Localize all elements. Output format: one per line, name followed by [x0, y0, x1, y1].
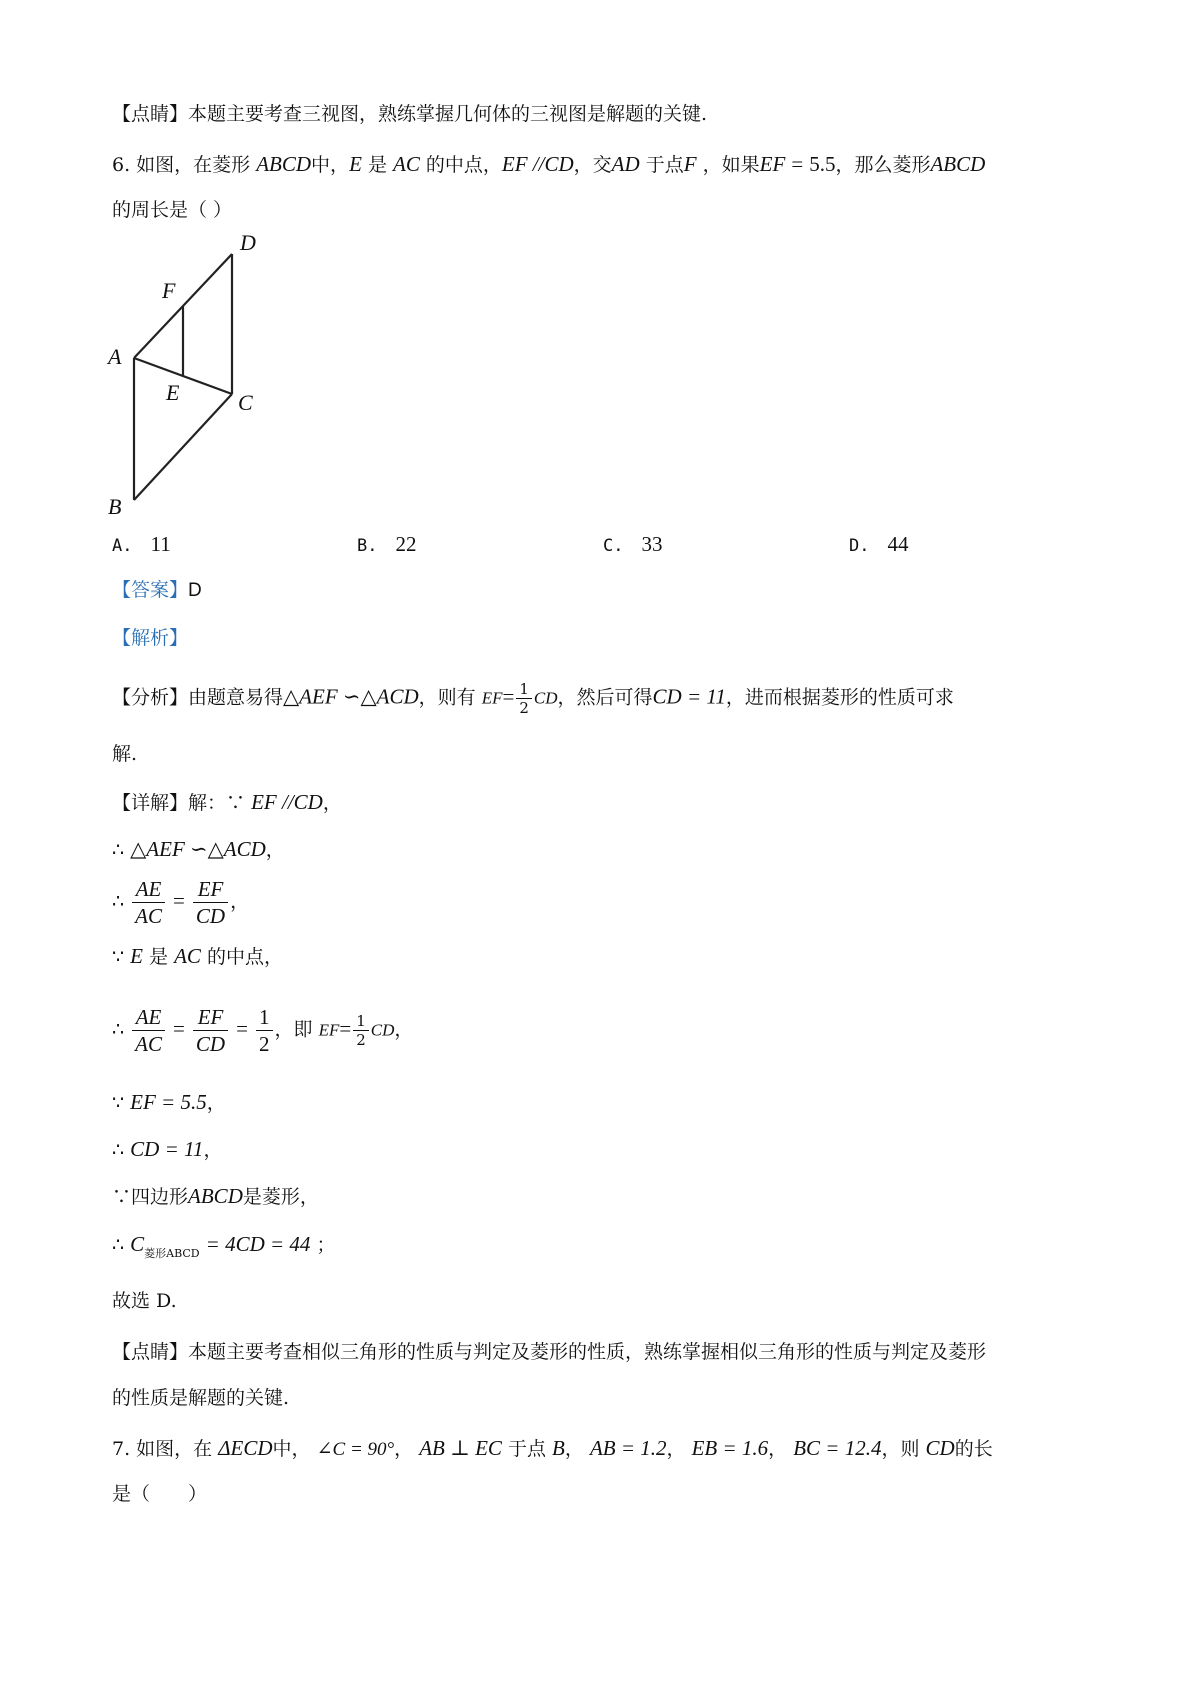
xiangjie-line-5: [112, 1004, 413, 1057]
text: ，即: [274, 1018, 313, 1041]
math: 5.5: [809, 152, 836, 176]
fenxi-tag: 【分析】: [112, 686, 189, 709]
point-note-bottom-2: [112, 1386, 289, 1410]
math: AC: [174, 944, 201, 968]
option-label: D.: [849, 536, 870, 556]
numerator: 1: [353, 1012, 369, 1031]
math: CD: [533, 688, 558, 708]
math: ABCD: [930, 152, 986, 176]
xiangjie-line-3: [112, 876, 249, 929]
math: ABCD: [188, 1184, 243, 1208]
text: 是: [149, 946, 169, 968]
math: AD: [611, 152, 640, 176]
numerator: 1: [516, 680, 532, 699]
because-symbol: ∵: [112, 1092, 125, 1114]
text: ，: [394, 1018, 414, 1041]
numerator: AE: [132, 876, 165, 903]
math: ABCD: [256, 152, 312, 176]
question-6-line-1: [112, 152, 985, 177]
therefore-symbol: ∴: [112, 839, 125, 861]
question-6-line-2: [112, 198, 232, 222]
label-E: E: [166, 380, 180, 405]
text: 7. 如图，在: [112, 1438, 213, 1460]
question-7-line-2: [112, 1482, 207, 1506]
math: =: [236, 1016, 248, 1041]
math: △AEF ∽△ACD: [130, 837, 266, 861]
text: 于点: [645, 154, 684, 176]
answer-value: D: [188, 580, 202, 601]
text: ，如果: [702, 154, 760, 176]
math: C: [130, 1232, 145, 1256]
text: ，: [394, 1438, 414, 1460]
denominator: CD: [195, 1032, 226, 1056]
text: 的周长是（ ）: [112, 199, 233, 221]
therefore-symbol: ∴: [112, 890, 125, 913]
point-note-top: [112, 102, 707, 126]
segment-BC: [134, 394, 232, 500]
answer-line: [112, 578, 202, 603]
xiangjie-line-7: [112, 1137, 222, 1162]
denominator: 2: [519, 699, 529, 717]
text: 故选 D.: [112, 1290, 177, 1312]
label-A: A: [108, 344, 122, 369]
math: EF //CD: [251, 790, 323, 814]
therefore-symbol: ∴: [112, 1018, 125, 1041]
math: ΔECD: [218, 1436, 273, 1460]
because-symbol: ∵: [112, 946, 125, 968]
xiangjie-line-10: [112, 1289, 177, 1313]
denominator: 2: [356, 1031, 366, 1049]
text: ，则有: [418, 686, 476, 709]
label-B: B: [108, 494, 122, 519]
math: AC: [393, 152, 420, 176]
xiangjie-line-9: [112, 1232, 336, 1266]
math: CD: [925, 1436, 955, 1460]
note-tag: 【点睛】: [112, 1341, 189, 1363]
question-7-line-1: [112, 1436, 993, 1462]
text: ，则: [881, 1438, 920, 1460]
xiangjie-line-8: [112, 1184, 319, 1209]
text: ，: [322, 792, 342, 814]
math: F: [683, 152, 697, 176]
note-tag: 【点睛】: [112, 103, 189, 125]
because-symbol: ∵: [226, 792, 246, 814]
math: E: [349, 152, 362, 176]
text: 中，: [272, 1438, 311, 1460]
option-label: B.: [357, 536, 378, 556]
fraction-ae-ac: [132, 1004, 165, 1057]
text: ，: [564, 1438, 584, 1460]
denominator: CD: [195, 904, 226, 928]
therefore-symbol: ∴: [112, 1139, 125, 1161]
numerator: 1: [256, 1004, 273, 1031]
denominator: AC: [135, 1032, 162, 1056]
option-c: [603, 532, 662, 557]
math: AB ⊥ EC: [419, 1436, 502, 1460]
fraction-ef-cd: [193, 1004, 228, 1057]
math: EF: [318, 1020, 340, 1040]
fraction-ef-cd: [193, 876, 228, 929]
math: △AEF ∽△ACD: [283, 684, 419, 709]
denominator: AC: [135, 904, 162, 928]
rhombus-figure: [100, 230, 260, 520]
text: 的中点，: [206, 946, 283, 968]
point-note-bottom-1: [112, 1340, 986, 1364]
text: 解：: [188, 792, 227, 814]
label-C: C: [238, 390, 253, 415]
text: 是菱形，: [242, 1186, 319, 1208]
xiangjie-line-2: [112, 837, 285, 862]
text: 的性质是解题的关键.: [112, 1387, 290, 1409]
math: AB = 1.2: [589, 1436, 667, 1460]
label-F: F: [162, 278, 176, 303]
text: ，: [206, 1092, 226, 1114]
text: 是（ ）: [112, 1483, 208, 1505]
math: CD: [370, 1020, 395, 1040]
analysis-tag: 【解析】: [112, 627, 189, 649]
math: B: [552, 1436, 565, 1460]
math: EF: [481, 688, 503, 708]
text: ，然后可得: [557, 686, 653, 709]
therefore-symbol: ∴: [112, 1234, 125, 1256]
text: ，交: [573, 154, 612, 176]
option-label: C.: [603, 536, 624, 556]
math: =: [173, 1016, 185, 1041]
math: BC = 12.4: [793, 1436, 882, 1460]
xiangjie-line-6: [112, 1090, 226, 1115]
xiangjie-tag: 【详解】: [112, 792, 189, 814]
math: E: [130, 944, 143, 968]
math: =: [173, 888, 185, 913]
math: =: [502, 684, 515, 709]
math: = 4CD = 44: [205, 1232, 311, 1256]
fraction-ae-ac: [132, 876, 165, 929]
fraction-half: [256, 1004, 273, 1057]
text: 的中点，: [425, 154, 502, 176]
math: ∠C = 90°: [316, 1439, 395, 1460]
fraction-half: [353, 1012, 369, 1049]
text: ，: [230, 890, 250, 913]
math: =: [791, 152, 804, 176]
text: 解.: [112, 743, 138, 765]
fraction-half: [516, 680, 532, 717]
text: ，: [666, 1438, 686, 1460]
xiangjie-line-1: [112, 790, 342, 815]
because-symbol: ∵: [112, 1186, 132, 1208]
fenxi-line-1: [112, 680, 954, 717]
text: ，: [768, 1438, 788, 1460]
option-label: A.: [112, 536, 133, 556]
text: 是: [367, 154, 387, 176]
option-a: [112, 532, 171, 557]
math: CD = 11: [130, 1137, 204, 1161]
option-value: 44: [887, 532, 909, 556]
text: 本题主要考查相似三角形的性质与判定及菱形的性质，熟练掌握相似三角形的性质与判定及菱形: [188, 1341, 987, 1363]
fenxi-line-2: [112, 742, 137, 766]
option-value: 33: [641, 532, 663, 556]
denominator: 2: [259, 1032, 270, 1056]
text: 于点: [507, 1438, 546, 1460]
math: EF //CD: [501, 152, 574, 176]
math: CD = 11: [652, 684, 726, 709]
answer-tag: 【答案】: [112, 579, 189, 601]
text: 由题意易得: [188, 686, 284, 709]
text: ，那么菱形: [835, 154, 931, 176]
text: 中，: [311, 154, 350, 176]
text: ，: [203, 1139, 223, 1161]
numerator: EF: [193, 1004, 228, 1031]
xiangjie-line-4: [112, 944, 283, 969]
note-text: 本题主要考查三视图，熟练掌握几何体的三视图是解题的关键.: [188, 103, 708, 125]
option-b: [357, 532, 416, 557]
option-d: [849, 532, 908, 557]
math: EB = 1.6: [691, 1436, 769, 1460]
text: 的长: [954, 1438, 993, 1460]
option-value: 11: [150, 532, 171, 556]
math: EF: [759, 152, 786, 176]
text: 6. 如图，在菱形: [112, 154, 251, 176]
label-D: D: [240, 230, 256, 255]
math: =: [339, 1016, 352, 1041]
numerator: EF: [193, 876, 228, 903]
text: 四边形: [131, 1186, 189, 1208]
numerator: AE: [132, 1004, 165, 1031]
subscript: 菱形ABCD: [144, 1247, 200, 1260]
text: ，: [265, 839, 285, 861]
text: ，进而根据菱形的性质可求: [725, 686, 954, 709]
math: EF = 5.5: [130, 1090, 207, 1114]
text: ；: [316, 1234, 336, 1256]
option-value: 22: [395, 532, 417, 556]
